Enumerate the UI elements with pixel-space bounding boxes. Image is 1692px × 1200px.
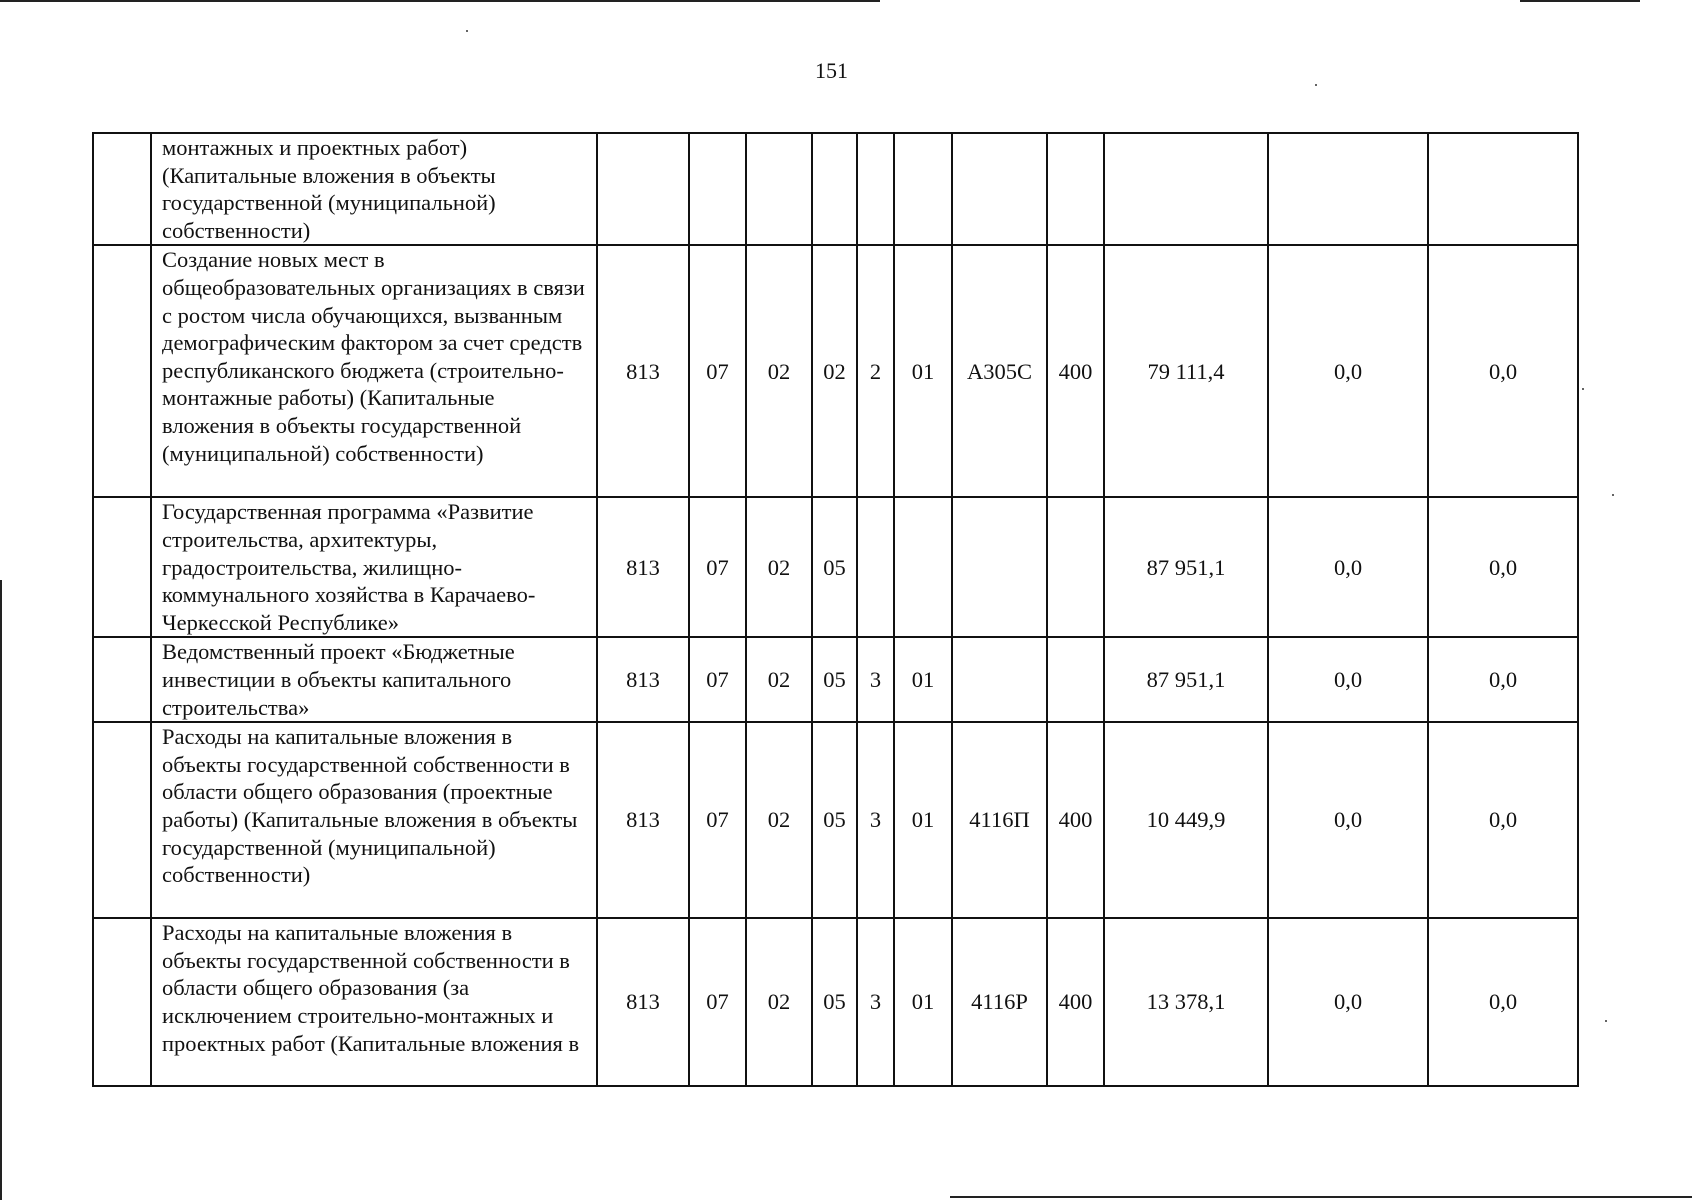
cell-activity: 01 — [894, 637, 952, 722]
cell-amount-year1: 10 449,9 — [1104, 722, 1268, 918]
cell-amount-year1: 87 951,1 — [1104, 637, 1268, 722]
scan-border-bottom — [950, 1196, 1692, 1198]
row-number-cell — [93, 497, 151, 637]
row-name: монтажных и проектных работ) (Капитальные вложения в объекты государственной (муниципальной) собственности) — [151, 133, 597, 245]
cell-direction-code: А305С — [952, 245, 1047, 497]
cell-direction-code: 4116П — [952, 722, 1047, 918]
cell-section: 07 — [689, 722, 746, 918]
cell-subsection — [746, 133, 812, 245]
scan-border-top-right — [1520, 0, 1640, 2]
cell-direction-code — [952, 497, 1047, 637]
scan-speck — [1582, 388, 1584, 390]
cell-activity: 01 — [894, 245, 952, 497]
table-row — [93, 722, 1578, 918]
cell-subsection: 02 — [746, 918, 812, 1086]
row-name: Расходы на капитальные вложения в объекты государственной собственности в области общего образования (за исключением строительно-монтажных и проектных работ (Капитальные вложения в — [151, 918, 597, 1086]
cell-program — [812, 133, 857, 245]
row-name: Создание новых мест в общеобразовательных организациях в связи с ростом числа обучающихся, вызванным демографическим фактором за счет средств республиканского бюджета (строительно-монтажные работы) (Капитальные вложения в объекты государственной (муниципальной) собственности) — [151, 245, 597, 497]
cell-subprogram: 3 — [857, 722, 894, 918]
cell-section — [689, 133, 746, 245]
cell-subsection: 02 — [746, 497, 812, 637]
cell-activity: 01 — [894, 722, 952, 918]
cell-amount-year2: 0,0 — [1268, 245, 1428, 497]
table-row — [93, 497, 1578, 637]
cell-amount-year3: 0,0 — [1428, 637, 1578, 722]
cell-section: 07 — [689, 497, 746, 637]
scan-border-left — [0, 580, 2, 1200]
cell-ministry-code: 813 — [597, 722, 689, 918]
row-name: Государственная программа «Развитие строительства, архитектуры, градостроительства, жилищно-коммунального хозяйства в Карачаево-Черкесской Республике» — [151, 497, 597, 637]
cell-activity: 01 — [894, 918, 952, 1086]
cell-subsection: 02 — [746, 722, 812, 918]
cell-amount-year3: 0,0 — [1428, 245, 1578, 497]
scan-border-top — [0, 0, 880, 2]
scan-speck — [1605, 1020, 1607, 1022]
cell-subprogram: 3 — [857, 637, 894, 722]
cell-subsection: 02 — [746, 245, 812, 497]
cell-amount-year2: 0,0 — [1268, 918, 1428, 1086]
cell-amount-year3: 0,0 — [1428, 722, 1578, 918]
cell-ministry-code: 813 — [597, 918, 689, 1086]
cell-program: 05 — [812, 722, 857, 918]
cell-amount-year1: 79 111,4 — [1104, 245, 1268, 497]
cell-program: 02 — [812, 245, 857, 497]
cell-subprogram: 3 — [857, 918, 894, 1086]
cell-expense-type — [1047, 637, 1104, 722]
table-row — [93, 245, 1578, 497]
cell-activity — [894, 497, 952, 637]
cell-amount-year3 — [1428, 133, 1578, 245]
cell-section: 07 — [689, 637, 746, 722]
cell-ministry-code: 813 — [597, 637, 689, 722]
cell-amount-year2: 0,0 — [1268, 722, 1428, 918]
cell-program: 05 — [812, 497, 857, 637]
table-row — [93, 133, 1578, 245]
cell-amount-year1: 13 378,1 — [1104, 918, 1268, 1086]
scan-speck — [1612, 494, 1614, 496]
cell-subsection: 02 — [746, 637, 812, 722]
cell-amount-year2 — [1268, 133, 1428, 245]
cell-amount-year1 — [1104, 133, 1268, 245]
row-number-cell — [93, 722, 151, 918]
cell-section: 07 — [689, 245, 746, 497]
cell-expense-type: 400 — [1047, 722, 1104, 918]
cell-ministry-code — [597, 133, 689, 245]
row-number-cell — [93, 245, 151, 497]
cell-expense-type — [1047, 133, 1104, 245]
cell-ministry-code: 813 — [597, 245, 689, 497]
cell-direction-code — [952, 133, 1047, 245]
cell-subprogram: 2 — [857, 245, 894, 497]
cell-amount-year3: 0,0 — [1428, 497, 1578, 637]
cell-program: 05 — [812, 637, 857, 722]
cell-subprogram — [857, 133, 894, 245]
page-number: 151 — [815, 58, 848, 83]
cell-subprogram — [857, 497, 894, 637]
budget-table — [92, 132, 1579, 1087]
cell-expense-type: 400 — [1047, 918, 1104, 1086]
table-row — [93, 637, 1578, 722]
row-name: Ведомственный проект «Бюджетные инвестиции в объекты капитального строительства» — [151, 637, 597, 722]
cell-section: 07 — [689, 918, 746, 1086]
cell-activity — [894, 133, 952, 245]
scan-speck — [1315, 84, 1317, 86]
row-name: Расходы на капитальные вложения в объекты государственной собственности в области общего образования (проектные работы) (Капитальные вложения в объекты государственной (муниципальной) собственности) — [151, 722, 597, 918]
table-row — [93, 918, 1578, 1086]
cell-expense-type: 400 — [1047, 245, 1104, 497]
cell-direction-code — [952, 637, 1047, 722]
cell-ministry-code: 813 — [597, 497, 689, 637]
scan-speck — [466, 30, 468, 32]
cell-amount-year2: 0,0 — [1268, 497, 1428, 637]
cell-amount-year1: 87 951,1 — [1104, 497, 1268, 637]
cell-program: 05 — [812, 918, 857, 1086]
cell-amount-year3: 0,0 — [1428, 918, 1578, 1086]
cell-amount-year2: 0,0 — [1268, 637, 1428, 722]
cell-expense-type — [1047, 497, 1104, 637]
row-number-cell — [93, 133, 151, 245]
table-body — [93, 133, 1578, 1086]
row-number-cell — [93, 918, 151, 1086]
cell-direction-code: 4116Р — [952, 918, 1047, 1086]
row-number-cell — [93, 637, 151, 722]
